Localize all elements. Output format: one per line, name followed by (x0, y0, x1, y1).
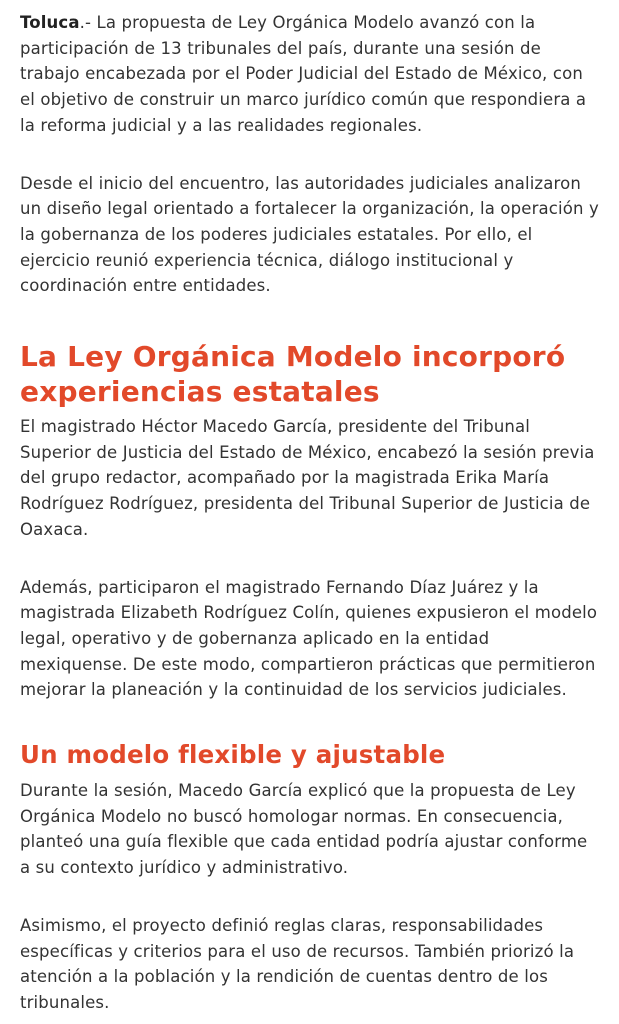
section-1-paragraph-1: El magistrado Héctor Macedo García, presidente del Tribunal Superior de Justicia del Estado de México, encabezó la sesión previa del grupo redactor, acompañado por la magistrada Erika María Rodríguez Rodríguez, presidenta del Tribunal Superior de Justicia de Oaxaca. (20, 417, 595, 539)
paragraph-2: Desde el inicio del encuentro, las autoridades judiciales analizaron un diseño legal orientado a fortalecer la organización, la operación y la gobernanza de los poderes judiciales estatales. Por ello, el ejercicio reunió experiencia técnica, diálogo institucional y coordinación entre entidades. (20, 173, 599, 296)
section-2-paragraph-2: Asimismo, el proyecto definió reglas claras, responsabilidades específicas y criterios para el uso de recursos. También priorizó la atención a la población y la rendición de cuentas dentro de los tribunales. (20, 915, 575, 1012)
section-heading-modelo-flexible: Un modelo flexible y ajustable (20, 740, 446, 770)
lead-paragraph (20, 10, 599, 139)
section-2-paragraph-1: Durante la sesión, Macedo García explicó que la propuesta de Ley Orgánica Modelo no buscó homologar normas. En consecuencia, planteó una guía flexible que cada entidad podría ajustar conforme a su contexto jurídico y administrativo. (20, 781, 588, 878)
lead-paragraph-text: .- La propuesta de Ley Orgánica Modelo avanzó con la participación de 13 tribunales del país, durante una sesión de trabajo encabezada por el Poder Judicial del Estado de México, con el objetivo de construir un marco jurídico común que respondiera a la reforma judicial y a las realidades regionales. (20, 13, 587, 135)
dateline-place: Toluca (20, 13, 80, 32)
section-1-paragraph-2: Además, participaron el magistrado Fernando Díaz Juárez y la magistrada Elizabeth Rodríguez Colín, quienes expusieron el modelo legal, operativo y de gobernanza aplicado en la entidad mexiquense. De este modo, compartieron prácticas que permitieron mejorar la planeación y la continuidad de los servicios judiciales. (20, 577, 598, 700)
section-heading-experiencias: La Ley Orgánica Modelo incorporó experiencias estatales (20, 340, 566, 409)
